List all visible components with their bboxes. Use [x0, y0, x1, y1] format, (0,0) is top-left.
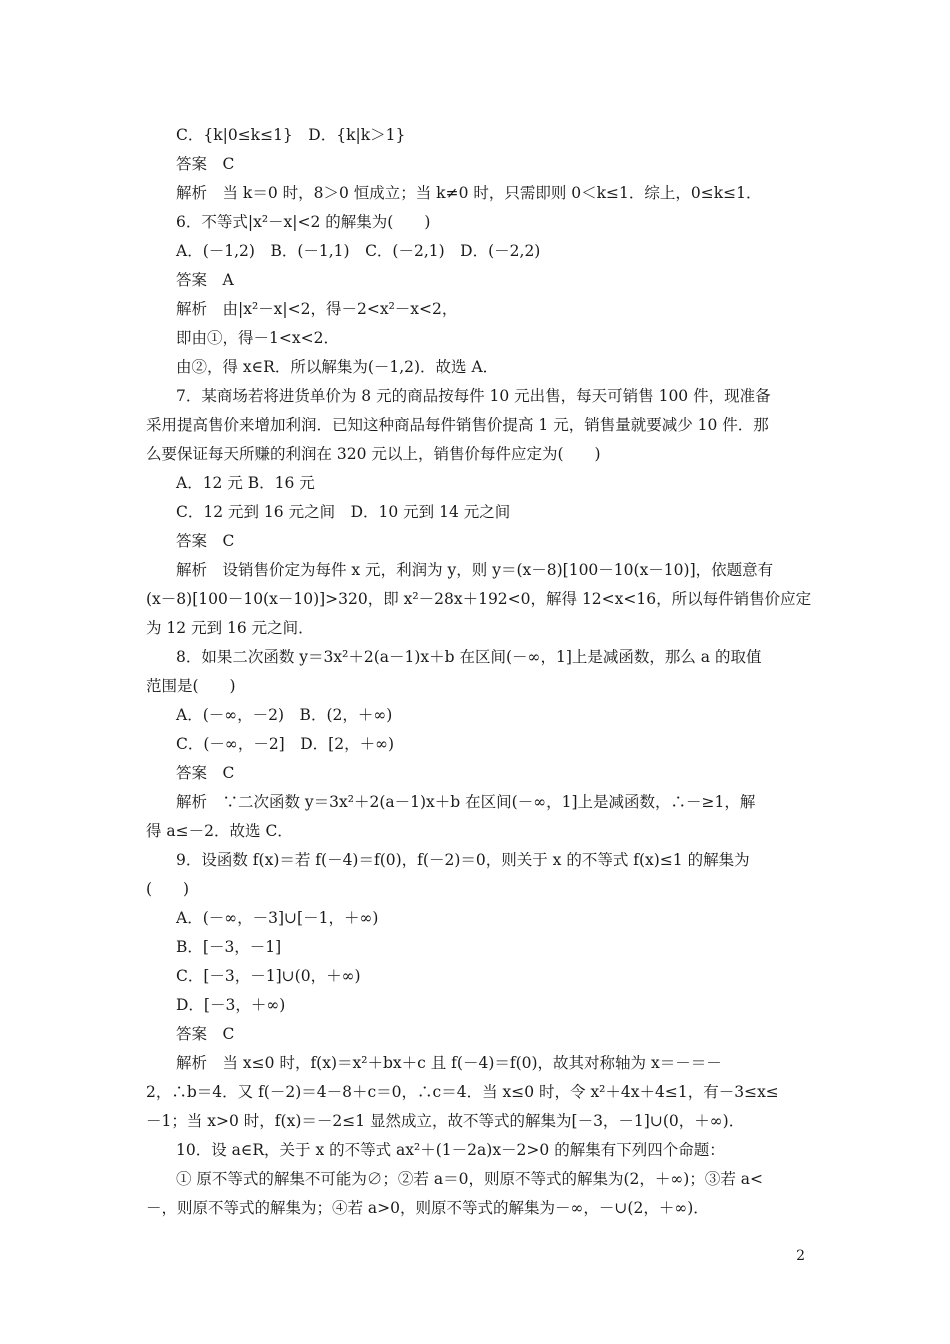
page-number: 2 [796, 1248, 805, 1264]
options-q6: A．(－1,2) B．(－1,1) C．(－2,1) D．(－2,2) [176, 242, 541, 260]
question-7-line2: 采用提高售价来增加利润．已知这种商品每件销售价提高 1 元，销售量就要减少 10 件．那 [146, 416, 769, 434]
answer-q5: 答案 C [176, 155, 235, 173]
analysis-q6-line3: 由②，得 x∈R．所以解集为(－1,2)．故选 A． [176, 358, 499, 376]
analysis-q6-line2: 即由①，得－1<x<2． [176, 329, 339, 347]
question-10-line3: －，则原不等式的解集为；④若 a>0，则原不等式的解集为－∞，－∪(2，＋∞)． [146, 1199, 709, 1217]
analysis-q9-line1: 解析 当 x≤0 时，f(x)＝x²＋bx＋c 且 f(－4)＝f(0)，故其对称轴为 x＝－＝－ [176, 1054, 722, 1072]
option-a-q9: A．(－∞，－3]∪[－1，＋∞) [176, 909, 379, 927]
question-8-line2: 范围是( ) [146, 677, 236, 695]
analysis-q7-line3: 为 12 元到 16 元之间． [146, 619, 314, 637]
options-c-d-q8: C．(－∞，－2] D．[2，＋∞) [176, 735, 395, 753]
answer-q6: 答案 A [176, 271, 234, 289]
answer-q7: 答案 C [176, 532, 235, 550]
question-7-line1: 7．某商场若将进货单价为 8 元的商品按每件 10 元出售，每天可销售 100 件，现准备 [176, 387, 771, 405]
options-c-d-q7: C．12 元到 16 元之间 D．10 元到 14 元之间 [176, 503, 511, 521]
question-8-line1: 8．如果二次函数 y＝3x²＋2(a－1)x＋b 在区间(－∞，1]上是减函数，那么 a 的取值 [176, 648, 762, 666]
option-d-q9: D．[－3，＋∞) [176, 996, 286, 1014]
question-7-line3: 么要保证每天所赚的利润在 320 元以上，销售价每件应定为( ) [146, 445, 601, 463]
option-c-d-q5: C．{k|0≤k≤1} D．{k|k＞1} [176, 126, 406, 144]
analysis-q8-line2: 得 a≤－2．故选 C． [146, 822, 293, 840]
options-a-b-q7: A．12 元 B．16 元 [176, 474, 315, 492]
analysis-q6-line1: 解析 由|x²－x|<2，得－2<x²－x<2， [176, 300, 458, 318]
question-9-line2: ( ) [146, 880, 190, 898]
answer-q8: 答案 C [176, 764, 235, 782]
question-9-line1: 9．设函数 f(x)＝若 f(－4)＝f(0)，f(－2)＝0，则关于 x 的不等式 f(x)≤1 的解集为 [176, 851, 750, 869]
question-6: 6．不等式|x²－x|<2 的解集为( ) [176, 213, 431, 231]
analysis-q7-line1: 解析 设销售价定为每件 x 元，利润为 y，则 y＝(x－8)[100－10(x－10)]，依题意有 [176, 561, 774, 579]
option-b-q9: B．[－3，－1] [176, 938, 282, 956]
analysis-q9-line3: －1；当 x>0 时，f(x)＝－2≤1 显然成立，故不等式的解集为[－3，－1]∪(0，＋∞)． [146, 1112, 745, 1130]
options-a-b-q8: A．(－∞，－2) B．(2，＋∞) [176, 706, 393, 724]
question-10-line2: ① 原不等式的解集不可能为∅；②若 a＝0，则原不等式的解集为(2，＋∞)；③若 a< [176, 1170, 763, 1188]
option-c-q9: C．[－3，－1]∪(0，＋∞) [176, 967, 361, 985]
analysis-q7-line2: (x－8)[100－10(x－10)]>320，即 x²－28x＋192<0，解得 12<x<16，所以每件销售价应定 [146, 590, 812, 608]
analysis-q8-line1: 解析 ∵二次函数 y＝3x²＋2(a－1)x＋b 在区间(－∞，1]上是减函数，∴－≥1，解 [176, 793, 756, 811]
answer-q9: 答案 C [176, 1025, 235, 1043]
analysis-q5: 解析 当 k＝0 时，8＞0 恒成立；当 k≠0 时，只需即则 0＜k≤1．综上，0≤k≤1． [176, 184, 762, 202]
analysis-q9-line2: 2，∴b＝4．又 f(－2)＝4－8＋c＝0，∴c＝4．当 x≤0 时，令 x²＋4x＋4≤1，有－3≤x≤ [146, 1083, 779, 1101]
question-10-line1: 10．设 a∈R，关于 x 的不等式 ax²＋(1－2a)x－2>0 的解集有下列四个命题： [176, 1141, 725, 1159]
